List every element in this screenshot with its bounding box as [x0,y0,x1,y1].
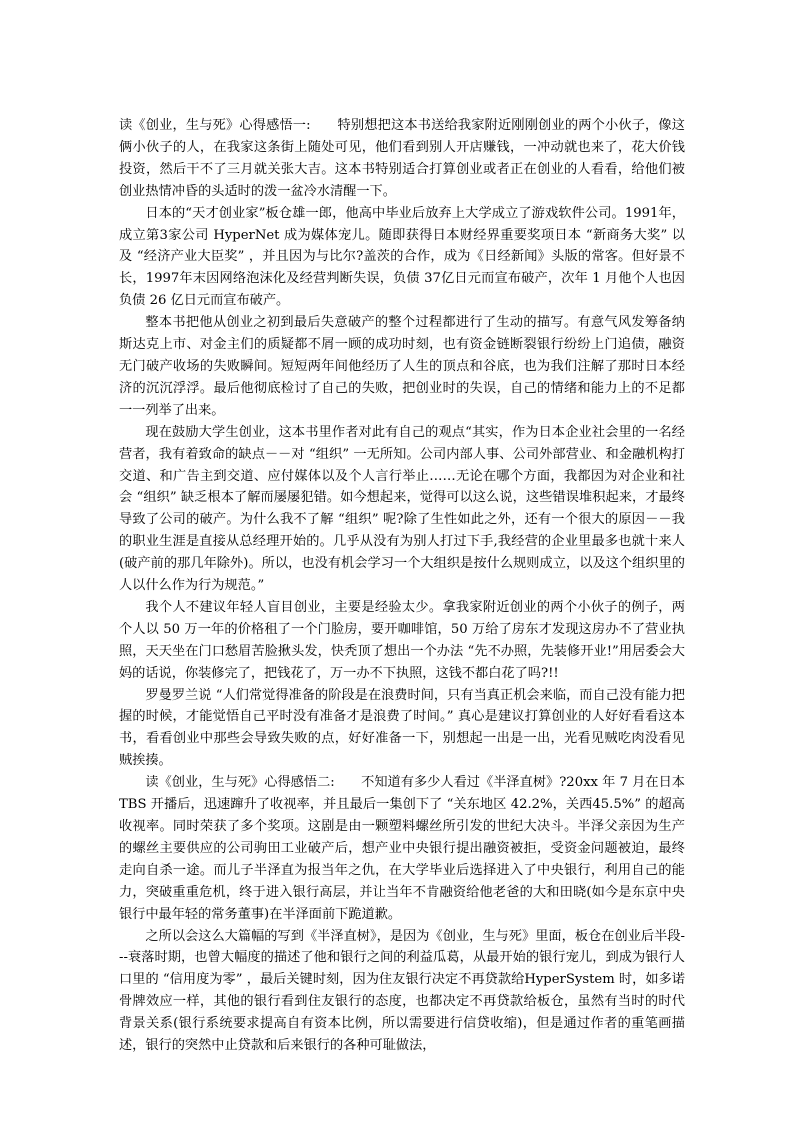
paragraph-personal-opinion: 我个人不建议年轻人盲目创业，主要是经验太少。拿我家附近创业的两个小伙子的例子，两个人以 50 万一年的价格租了一个门脸房，要开咖啡馆，50 万给了房东才发现这房办不了营业执照，天天坐在门口愁眉苦脸揪头发，快秃顶了想出一个办法 “先不办照，先装修开业!”用居委会大妈的话说，你装修完了，把钱花了，万一办不下执照，这钱不都白花了吗?!! [119,599,685,681]
paragraph-review-one-intro: 读《创业，生与死》心得感悟一: 特别想把这本书送给我家附近刚刚创业的两个小伙子，像这俩小伙子的人，在我家这条街上随处可见，他们看到别人开店赚钱，一冲动就也来了，花大价钱投资，然后干不了三月就关张大吉。这本书特别适合打算创业或者正在创业的人看看，给他们被创业热情冲昏的头适时的泼一盆冷水清醒一下。 [119,118,685,199]
paragraph-bank-relationship: 之所以会这么大篇幅的写到《半泽直树》，是因为《创业，生与死》里面，板仓在创业后半段---衰落时期，也曾大幅度的描述了他和银行之间的利益瓜葛，从最开始的银行宠儿，到成为银行人口里的 “信用度为零” ，最后关键时刻，因为住友银行决定不再贷款给HyperSystem 时，如多诺骨牌效应一样，其他的银行看到住友银行的态度，也都决定不再贷款给板仓，虽然有当时的时代背景关系(银行系统要求提高自有资本比例，所以需要进行信贷收缩)，但是通过作者的重笔画描述，银行的突然中止贷款和后来银行的各种可耻做法， [119,928,685,1054]
paragraph-romain-rolland-quote: 罗曼罗兰说 “人们常觉得准备的阶段是在浪费时间，只有当真正机会来临，而自己没有能力把握的时候，才能觉悟自己平时没有准备才是浪费了时间。” 真心是建议打算创业的人好好看看这本书，看看创业中那些会导致失败的点，好好准备一下，别想起一出是一出，光看见贼吃肉没看见贼挨揍。 [119,687,685,769]
paragraph-author-background: 日本的“天才创业家”板仓雄一郎，他高中毕业后放弃上大学成立了游戏软件公司。1991年，成立第3家公司 HyperNet 成为媒体宠儿。随即获得日本财经界重要奖项日本 “新商务大奖” 以及 “经济产业大臣奖” ，并且因为与比尔?盖茨的合作，成为《日经新闻》头版的常客。但好景不长，1997年末因网络泡沫化及经营判断失误，负债 37亿日元而宣布破产，次年 1 月他个人也因负债 26 亿日元而宣布破产。 [119,205,685,309]
paragraph-book-summary: 整本书把他从创业之初到最后失意破产的整个过程都进行了生动的描写。有意气风发筹备纳斯达克上市、对金主们的质疑都不屑一顾的成功时刻，也有资金链断裂银行纷纷上门追债，融资无门破产收场的失败瞬间。短短两年间他经历了人生的顶点和谷底，也为我们注解了那时日本经济的沉沉浮浮。最后他彻底检讨了自己的失败，把创业时的失误，自己的情绪和能力上的不足都一一列举了出来。 [119,315,685,418]
paragraph-author-quote: 现在鼓励大学生创业，这本书里作者对此有自己的观点“其实，作为日本企业社会里的一名经营者，我有着致命的缺点－－对 “组织” 一无所知。公司内部人事、公司外部营业、和金融机构打交道、和广告主到交道、应付媒体以及个人言行举止……无论在哪个方面，我都因为对企业和社会 “组织” 缺乏根本了解而屡屡犯错。如今想起来，觉得可以这么说，这些错误堆积起来，才最终导致了公司的破产。为什么我不了解 “组织” 呢?除了生性如此之外，还有一个很大的原因－－我的职业生涯是直接从总经理开始的。几乎从没有为别人打过下手,我经营的企业里最多也就十来人(破产前的那几年除外)。所以，也没有机会学习一个大组织是按什么规则成立，以及这个组织里的人以什么作为行为规范。” [119,424,685,594]
document-body [119,115,685,1057]
paragraph-review-two-intro: 读《创业，生与死》心得感悟二: 不知道有多少人看过《半泽直树》?20xx 年 7 月在日本 TBS 开播后，迅速蹿升了收视率，并且最后一集创下了 “关东地区 42.2%，关西45.5%” 的超高收视率。同时荣获了多个奖项。这剧是由一颗塑料螺丝所引发的世纪大决斗。半泽父亲因为生产的螺丝主要供应的公司驹田工业破产后，想产业中央银行提出融资被拒，受资金问题被迫，最终走向自杀一途。而儿子半泽直为报当年之仇，在大学毕业后选择进入了中央银行，利用自己的能力，突破重重危机，终于进入银行高层，并让当年不肯融资给他老爸的大和田晓(如今是东京中央银行中最年轻的常务董事)在半泽面前下跪道歉。 [119,775,685,922]
